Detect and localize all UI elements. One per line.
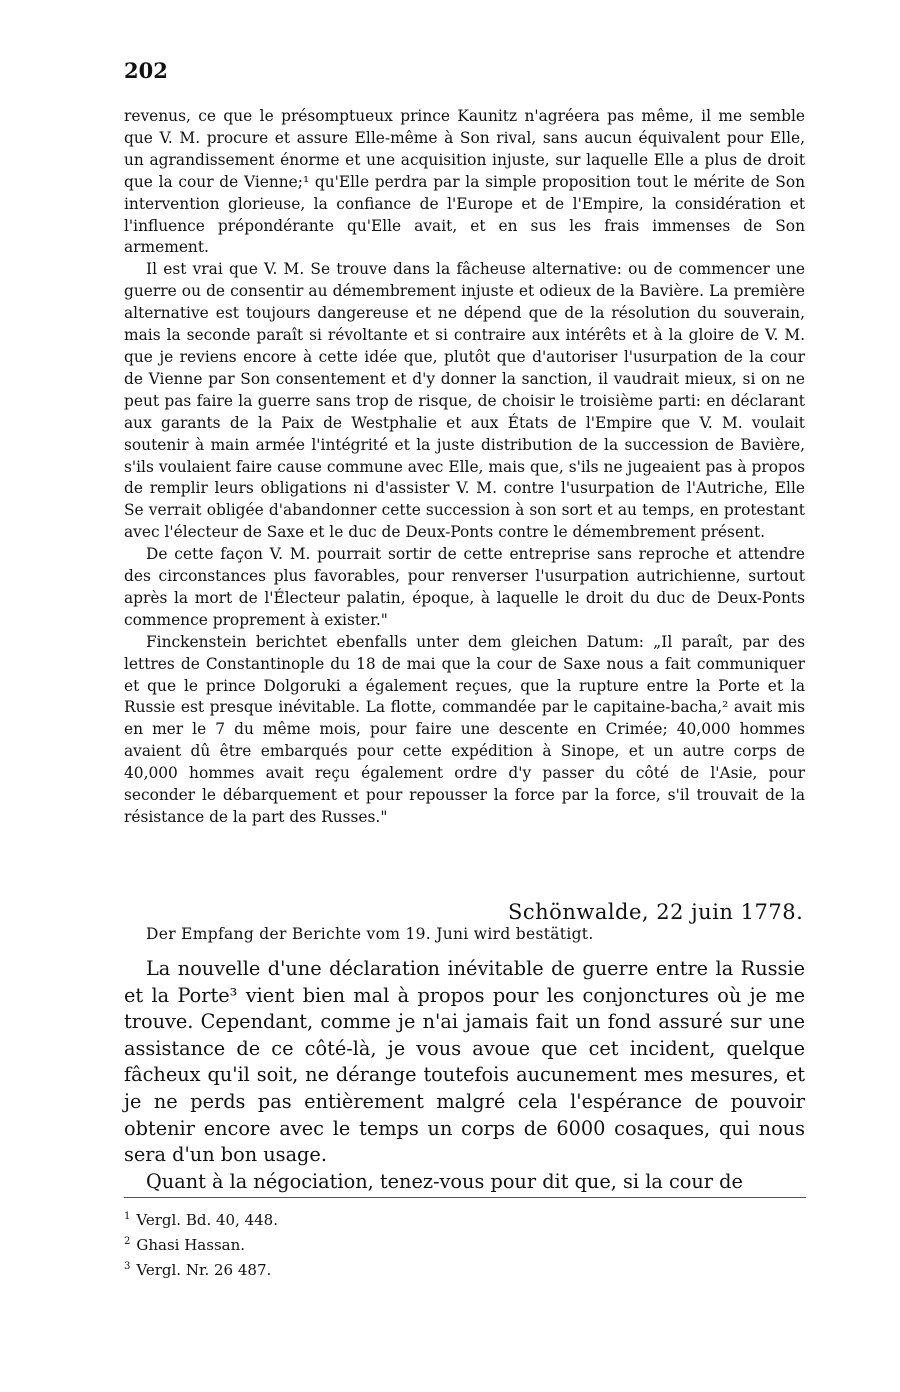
page-number: 202 — [124, 58, 168, 83]
paragraph-1: revenus, ce que le présomptueux prince Kaunitz n'agréera pas même, il me semble que V. M. procure et assure Elle-même à Son rival, sans aucun équivalent pour Elle, un agrandissement énorme et une acquisition injuste, sur laquelle Elle a plus de droit que la cour de Vienne;¹ qu'Elle perdra par la simple proposition tout le mérite de Son intervention glorieuse, la confiance de l'Europe et de l'Empire, la considération et l'influence prépondérante qu'Elle avait, et en sus les frais immenses de Son armement. — [124, 107, 805, 257]
paragraph-3: De cette façon V. M. pourrait sortir de cette entreprise sans reproche et attendre des circonstances plus favorables, pour renverser l'usurpation autrichienne, surtout après la mort de l'Électeur palatin, époque, à laquelle le droit du duc de Deux-Ponts commence proprement à exister." — [124, 545, 805, 629]
letter-paragraph-2: Quant à la négociation, tenez-vous pour dit que, si la cour de — [146, 1169, 743, 1193]
footnotes — [124, 1206, 278, 1281]
footnote-text: Vergl. Bd. 40, 448. — [136, 1211, 278, 1229]
footnote-3 — [124, 1256, 278, 1281]
letter-dateline: Schönwalde, 22 juin 1778. — [508, 900, 804, 924]
letter-body — [124, 956, 805, 1195]
footnote-2 — [124, 1231, 278, 1256]
paragraph-4: Finckenstein berichtet ebenfalls unter dem gleichen Datum: „Il paraît, par des lettres de Constantinople du 18 de mai que la cour de Saxe nous a fait communiquer et que le prince Dolgoruki a également reçues, que la rupture entre la Porte et la Russie est presque inévitable. La flotte, commandée par le capitaine-bacha,² avait mis en mer le 7 du même mois, pour faire une descente en Crimée; 40,000 hommes avaient dû être embarqués pour cette expédition à Sinope, et un autre corps de 40,000 hommes avait reçu également ordre d'y passer du côté de l'Asie, pour seconder le débarquement et pour repousser la force par la force, s'il trouvait de la résistance de la part des Russes." — [124, 632, 805, 826]
upper-text-block — [124, 106, 805, 829]
footnote-mark: 1 — [124, 1211, 131, 1222]
footnote-divider — [124, 1197, 806, 1198]
letter-paragraph-1: La nouvelle d'une déclaration inévitable de guerre entre la Russie et la Porte³ vient bien mal à propos pour les conjonctures où je me trouve. Cependant, comme je n'ai jamais fait un fond assuré sur une assistance de ce côté-là, je vous avoue que cet incident, quelque fâcheux qu'il soit, ne dérange toutefois aucunement mes mesures, et je ne perds pas entièrement malgré cela l'espérance de pouvoir obtenir encore avec le temps un corps de 6000 cosaques, qui nous sera d'un bon usage. — [124, 957, 805, 1167]
receipt-note: Der Empfang der Berichte vom 19. Juni wird bestätigt. — [146, 925, 594, 943]
footnote-1 — [124, 1206, 278, 1231]
footnote-mark: 2 — [124, 1236, 131, 1247]
footnote-text: Ghasi Hassan. — [136, 1236, 246, 1254]
footnote-text: Vergl. Nr. 26 487. — [136, 1261, 272, 1279]
paragraph-2: Il est vrai que V. M. Se trouve dans la fâcheuse alternative: ou de commencer une guerre ou de consentir au démembrement injuste et odieux de la Bavière. La première alternative est toujours dangereuse et ne dépend que de la résolution du souverain, mais la seconde paraît si révoltante et si contraire aux intérêts et à la gloire de V. M. que je reviens encore à cette idée que, plutôt que d'autoriser l'usurpation de la cour de Vienne par Son consentement et d'y donner la sanction, il vaudrait mieux, si on ne peut pas faire la guerre sans trop de risque, de choisir le troisième parti: en déclarant aux garants de la Paix de Westphalie et aux États de l'Empire que V. M. voulait soutenir à main armée l'intégrité et la juste distribution de la succession de Bavière, s'ils voulaient faire cause commune avec Elle, mais que, s'ils ne jugeaient pas à propos de remplir leurs obligations ni d'assister V. M. contre l'usurpation de l'Autriche, Elle Se verrait obligée d'abandonner cette succession à son sort et au temps, en protestant avec l'électeur de Saxe et le duc de Deux-Ponts contre le démembrement présent. — [124, 260, 805, 542]
footnote-mark: 3 — [124, 1261, 131, 1272]
